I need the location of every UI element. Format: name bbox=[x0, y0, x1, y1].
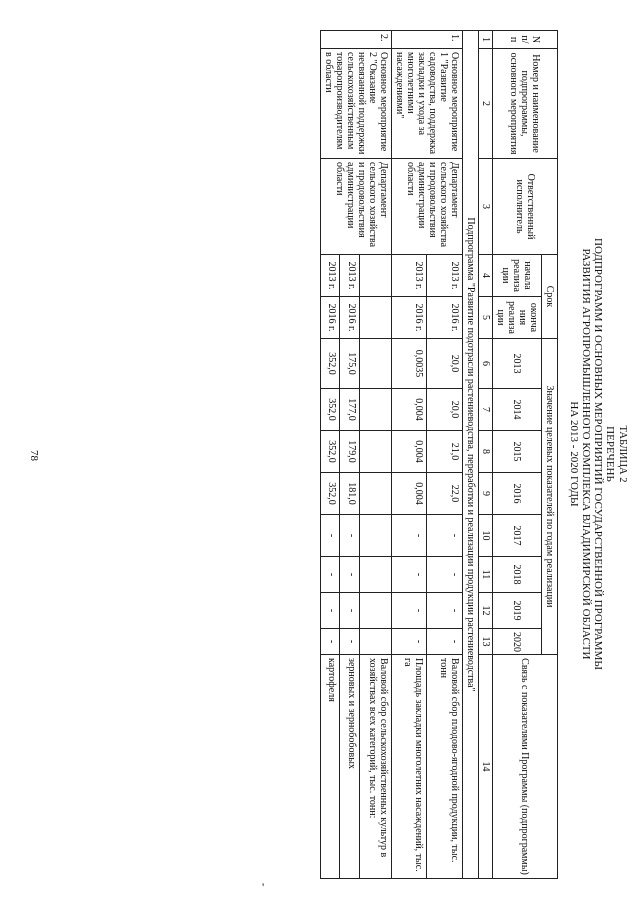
header-year: 2019 bbox=[493, 593, 542, 629]
term-start: 2013 г. bbox=[392, 255, 428, 297]
column-number: 6 bbox=[479, 339, 493, 389]
value-cell: 0,004 bbox=[392, 389, 428, 431]
indicator-intro: Валовой сбор сельскохозяйственных культур в хозяйствах всех категорий, тыс. тонн: bbox=[359, 655, 391, 879]
title-line: ПОДПРОГРАММ И ОСНОВНЫХ МЕРОПРИЯТИЙ ГОСУДАРСТВЕННОЙ ПРОГРАММЫ bbox=[592, 238, 604, 670]
value-cell: - bbox=[392, 629, 428, 655]
empty-cell bbox=[359, 473, 391, 515]
value-cell: - bbox=[321, 593, 340, 629]
value-cell: 181,0 bbox=[340, 473, 359, 515]
header-year: 2016 bbox=[493, 473, 542, 515]
value-cell: 177,0 bbox=[340, 389, 359, 431]
term-end: 2016 г. bbox=[392, 297, 428, 339]
column-number: 5 bbox=[479, 297, 493, 339]
term-end: 2016 г. bbox=[321, 297, 340, 339]
empty-cell bbox=[359, 389, 391, 431]
header-year: 2014 bbox=[493, 389, 542, 431]
empty-cell bbox=[359, 629, 391, 655]
column-number: 7 bbox=[479, 389, 493, 431]
header-name: Номер и наименование подпрограммы, основного мероприятия bbox=[493, 49, 558, 159]
value-cell: 352,0 bbox=[321, 339, 340, 389]
header-link: Связь с показателями Программы (подпрограммы) bbox=[493, 655, 558, 879]
column-number: 11 bbox=[479, 557, 493, 593]
value-cell: 352,0 bbox=[321, 473, 340, 515]
column-number: 9 bbox=[479, 473, 493, 515]
value-cell: - bbox=[340, 515, 359, 557]
term-end: 2016 г. bbox=[427, 297, 463, 339]
column-number: 4 bbox=[479, 255, 493, 297]
value-cell: - bbox=[321, 629, 340, 655]
value-cell: - bbox=[392, 515, 428, 557]
value-cell: - bbox=[392, 557, 428, 593]
empty-cell bbox=[359, 297, 391, 339]
value-cell: - bbox=[340, 593, 359, 629]
column-number: 3 bbox=[479, 159, 493, 255]
column-number: 12 bbox=[479, 593, 493, 629]
header-year: 2018 bbox=[493, 557, 542, 593]
empty-cell bbox=[359, 515, 391, 557]
value-cell: - bbox=[427, 515, 463, 557]
row-number: 1. bbox=[392, 31, 463, 49]
value-cell: - bbox=[340, 629, 359, 655]
value-cell: - bbox=[427, 629, 463, 655]
value-cell: 352,0 bbox=[321, 431, 340, 473]
empty-cell bbox=[359, 431, 391, 473]
row-executor: Департамент сельского хозяйства и продовольствия администрации области bbox=[321, 159, 392, 255]
indicator-link: зерновых и зернобобовых bbox=[340, 655, 359, 879]
value-cell: 352,0 bbox=[321, 389, 340, 431]
table-row bbox=[359, 31, 391, 879]
term-end: 2016 г. bbox=[340, 297, 359, 339]
value-cell: 22,0 bbox=[427, 473, 463, 515]
term-start: 2013 г. bbox=[340, 255, 359, 297]
header-row bbox=[542, 31, 558, 879]
stray-mark: ' bbox=[262, 880, 265, 894]
title-line: РАЗВИТИЯ АГРОПРОМЫШЛЕННОГО КОМПЛЕКСА ВЛАДИМИРСКОЙ ОБЛАСТИ bbox=[580, 248, 592, 660]
value-cell: 175,0 bbox=[340, 339, 359, 389]
rotated-page bbox=[196, 30, 628, 878]
value-cell: - bbox=[340, 557, 359, 593]
row-executor: Департамент сельского хозяйства и продовольствия администрации области bbox=[392, 159, 463, 255]
row-name: Основное мероприятие 1 "Развитие садоводства, поддержка закладки и ухода за многолетними насаждениями" bbox=[392, 49, 463, 159]
value-cell: - bbox=[427, 557, 463, 593]
table-row bbox=[427, 31, 463, 879]
header-year: 2015 bbox=[493, 431, 542, 473]
empty-cell bbox=[359, 339, 391, 389]
value-cell: 20,0 bbox=[427, 339, 463, 389]
header-term: Срок bbox=[542, 255, 558, 339]
value-cell: 0,004 bbox=[392, 473, 428, 515]
table-label: ТАБЛИЦА 2 bbox=[617, 425, 628, 483]
subprogram-row bbox=[463, 31, 479, 879]
value-cell: - bbox=[321, 515, 340, 557]
column-number: 1 bbox=[479, 31, 493, 49]
empty-cell bbox=[359, 557, 391, 593]
subprogram-title: Подпрограмма "Развитие подотрасли растениеводства, переработки и реализации продукции растениеводства" bbox=[463, 31, 479, 879]
document-header bbox=[568, 30, 628, 878]
page-number: 78 bbox=[28, 450, 40, 461]
value-cell: - bbox=[321, 557, 340, 593]
value-cell: 179,0 bbox=[340, 431, 359, 473]
title-line: ПЕРЕЧЕНЬ bbox=[604, 426, 616, 482]
empty-cell bbox=[359, 255, 391, 297]
empty-cell bbox=[359, 593, 391, 629]
row-number: 2. bbox=[321, 31, 392, 49]
header-term-end: оконча ния реализа ции bbox=[493, 297, 542, 339]
header-values: Значение целевых показателей по годам реализации bbox=[542, 339, 558, 655]
header-year: 2013 bbox=[493, 339, 542, 389]
header-year: 2020 bbox=[493, 629, 542, 655]
title-line: НА 2013 - 2020 ГОДЫ bbox=[568, 401, 580, 507]
value-cell: 0,004 bbox=[392, 431, 428, 473]
programs-table bbox=[320, 30, 558, 879]
value-cell: - bbox=[427, 593, 463, 629]
column-number: 14 bbox=[479, 655, 493, 879]
column-number-row bbox=[479, 31, 493, 879]
header-executor: Ответственный исполнитель bbox=[493, 159, 558, 255]
header-term-start: начала реализа ции bbox=[493, 255, 542, 297]
term-start: 2013 г. bbox=[321, 255, 340, 297]
column-number: 2 bbox=[479, 49, 493, 159]
value-cell: 21,0 bbox=[427, 431, 463, 473]
indicator-link: Валовой сбор плодово-ягодной продукции, тыс. тонн bbox=[427, 655, 463, 879]
column-number: 10 bbox=[479, 515, 493, 557]
value-cell: 0,0035 bbox=[392, 339, 428, 389]
indicator-link: картофеля bbox=[321, 655, 340, 879]
column-number: 13 bbox=[479, 629, 493, 655]
row-name: Основное мероприятие 2 "Оказание несвязанной поддержки сельскохозяйственным товаропроизводителям в области bbox=[321, 49, 392, 159]
header-year: 2017 bbox=[493, 515, 542, 557]
header-num: N п/ п bbox=[493, 31, 558, 49]
term-start: 2013 г. bbox=[427, 255, 463, 297]
indicator-link: Площадь закладки многолетних насаждений, тыс. га bbox=[392, 655, 428, 879]
column-number: 8 bbox=[479, 431, 493, 473]
value-cell: - bbox=[392, 593, 428, 629]
value-cell: 20,0 bbox=[427, 389, 463, 431]
